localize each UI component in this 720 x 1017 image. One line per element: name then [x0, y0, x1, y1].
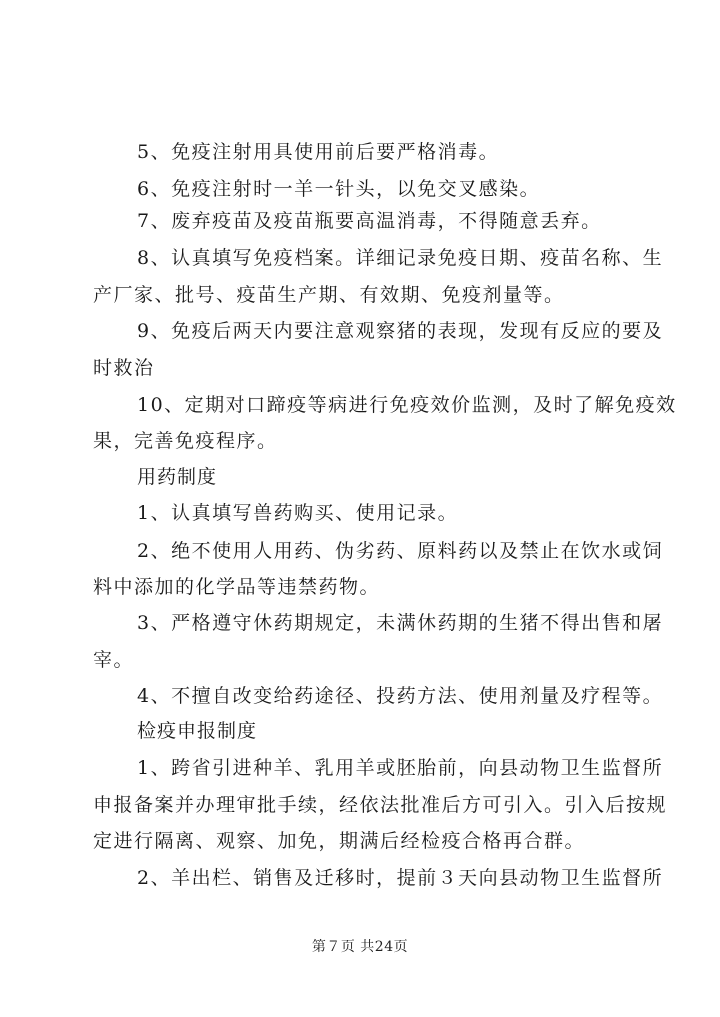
text-line: 产厂家、批号、疫苗生产期、有效期、免疫剂量等。 [93, 284, 565, 306]
text-line: 时救治 [93, 357, 155, 379]
section-heading: 用药制度 [137, 466, 218, 488]
text-line: 6、免疫注射时一羊一针头，以免交叉感染。 [137, 178, 541, 200]
text-line: 7、废弃疫苗及疫苗瓶要高温消毒，不得随意丢弃。 [137, 210, 602, 232]
text-line: 3、严格遵守休药期规定，未满休药期的生猪不得出售和屠 [137, 612, 664, 634]
text-line: 果，完善免疫程序。 [93, 430, 278, 452]
page-number: 第７页 共24页 [311, 939, 409, 955]
text-line: 5、免疫注射用具使用前后要严格消毒。 [137, 141, 500, 163]
text-line: 料中添加的化学品等违禁药物。 [93, 576, 381, 598]
text-line: 8、认真填写免疫档案。详细记录免疫日期、疫苗名称、生 [137, 247, 664, 269]
text-line: 宰。 [93, 649, 135, 671]
text-line: 1、认真填写兽药购买、使用记录。 [137, 502, 459, 524]
text-line: 1、跨省引进种羊、乳用羊或胚胎前，向县动物卫生监督所 [137, 757, 664, 779]
text-line: 2、绝不使用人用药、伪劣药、原料药以及禁止在饮水或饲 [137, 540, 664, 562]
text-line: 10、定期对口蹄疫等病进行免疫效价监测，及时了解免疫效 [137, 394, 677, 416]
section-heading: 检疫申报制度 [137, 720, 258, 742]
text-line: 2、羊出栏、销售及迁移时，提前３天向县动物卫生监督所 [137, 867, 664, 889]
text-line: 申报备案并办理审批手续，经依法批准后方可引入。引入后按规 [93, 794, 668, 816]
text-line: 4、不擅自改变给药途径、投药方法、使用剂量及疗程等。 [137, 685, 664, 707]
text-line: 9、免疫后两天内要注意观察猪的表现，发现有反应的要及 [137, 320, 664, 342]
text-line: 定进行隔离、观察、加免，期满后经检疫合格再合群。 [93, 830, 586, 852]
